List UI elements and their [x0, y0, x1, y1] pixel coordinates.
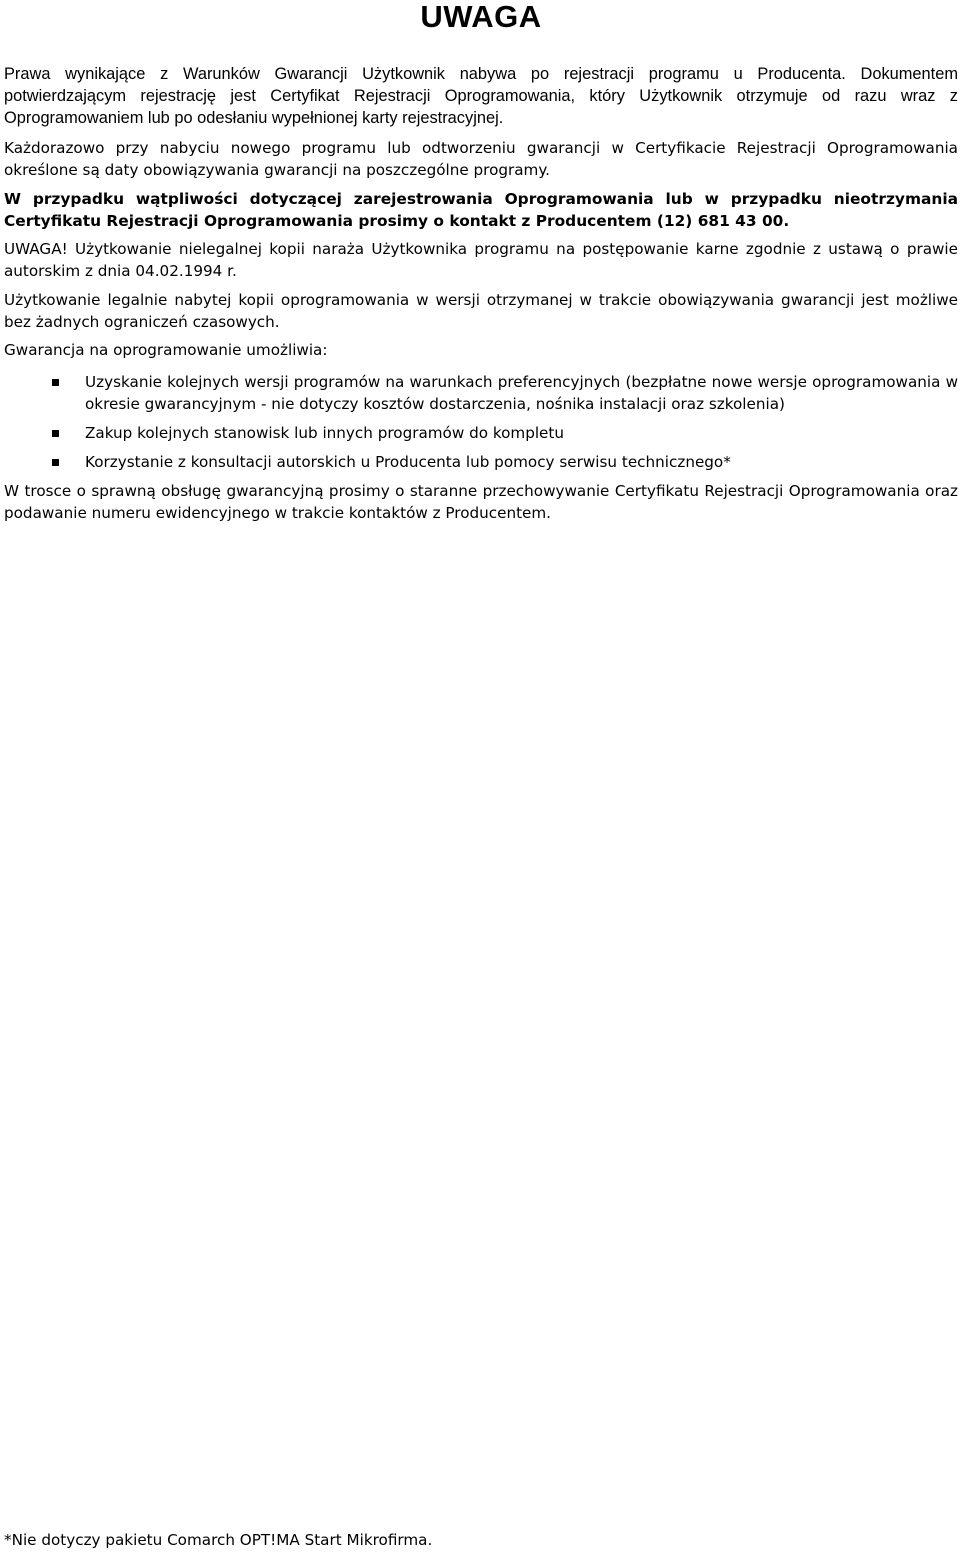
list-item	[4, 371, 958, 415]
registration-paragraph: Prawa wynikające z Warunków Gwarancji Użytkownik nabywa po rejestracji programu u Producenta. Dokumentem potwierdzającym rejestrację jest Certyfikat Rejestracji Oprogramowania, który Użytkownik otrzymuje od razu wraz z Oprogramowaniem lub po odesłaniu wypełnionej karty rejestracyjnej.	[4, 65, 958, 127]
footnote: *Nie dotyczy pakietu Comarch OPT!MA Start Mikrofirma.	[4, 1531, 433, 1549]
certificate-storage-paragraph: W trosce o sprawną obsługę gwarancyjną prosimy o staranne przechowywanie Certyfikatu Rejestracji Oprogramowania oraz podawanie numeru ewidencyjnego w trakcie kontaktów z Producentem.	[4, 482, 958, 522]
list-item-text: Zakup kolejnych stanowisk lub innych programów do kompletu	[85, 424, 564, 442]
list-item	[4, 422, 958, 444]
warranty-benefits-heading: Gwarancja na oprogramowanie umożliwia:	[4, 341, 328, 359]
square-bullet-icon	[52, 379, 59, 386]
document-page	[4, 0, 958, 524]
square-bullet-icon	[52, 430, 59, 437]
warranty-dates-paragraph: Każdorazowo przy nabyciu nowego programu lub odtworzeniu gwarancji w Certyfikacie Rejestracji Oprogramowania określone są daty obowiązywania gwarancji na poszczególne programy.	[4, 139, 958, 179]
list-item	[4, 451, 958, 473]
list-item-text: Uzyskanie kolejnych wersji programów na warunkach preferencyjnych (bezpłatne nowe wersje oprogramowania w okresie gwarancyjnym - nie dotyczy kosztów dostarczenia, nośnika instalacji oraz szkolenia)	[85, 373, 958, 413]
illegal-copy-warning-paragraph: UWAGA! Użytkowanie nielegalnej kopii naraża Użytkownika programu na postępowanie karne zgodnie z ustawą o prawie autorskim z dnia 04.02.1994 r.	[4, 240, 958, 280]
legal-use-paragraph: Użytkowanie legalnie nabytej kopii oprogramowania w wersji otrzymanej w trakcie obowiązywania gwarancji jest możliwe bez żadnych ograniczeń czasowych.	[4, 291, 958, 331]
list-item-text: Korzystanie z konsultacji autorskich u Producenta lub pomocy serwisu technicznego*	[85, 453, 731, 471]
page-title: UWAGA	[420, 0, 542, 34]
square-bullet-icon	[52, 459, 59, 466]
warranty-benefits-list	[4, 371, 958, 473]
contact-paragraph: W przypadku wątpliwości dotyczącej zarejestrowania Oprogramowania lub w przypadku nieotrzymania Certyfikatu Rejestracji Oprogramowania prosimy o kontakt z Producentem (12) 681 43 00.	[4, 190, 958, 230]
